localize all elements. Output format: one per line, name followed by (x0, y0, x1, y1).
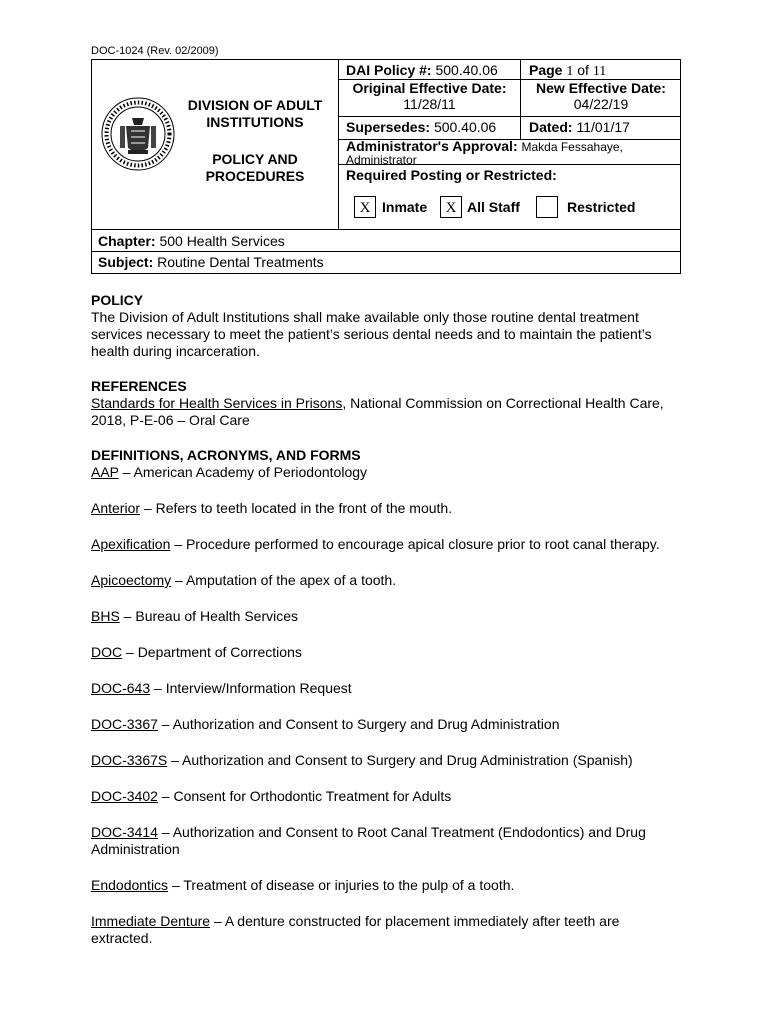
definition-text: – Authorization and Consent to Surgery and Drug Administration (Spanish) (167, 752, 633, 768)
definition-text: – Amputation of the apex of a tooth. (171, 572, 397, 588)
subject: Subject: Routine Dental Treatments (98, 254, 324, 270)
chapter: Chapter: 500 Health Services (98, 233, 285, 249)
definition-item (91, 752, 676, 769)
definition-term: Endodontics (91, 877, 169, 893)
references-heading: REFERENCES (91, 378, 187, 394)
definition-item (91, 680, 676, 697)
definition-item (91, 572, 676, 589)
definitions-heading: DEFINITIONS, ACRONYMS, AND FORMS (91, 447, 361, 463)
definition-term: DOC-3367S (91, 752, 168, 768)
posting-label: Required Posting or Restricted: (346, 167, 557, 183)
restricted-checkbox[interactable] (536, 196, 558, 218)
policy-procedures-title: POLICY AND PROCEDURES (205, 151, 305, 184)
inmate-checkbox[interactable]: X (354, 196, 376, 218)
definition-text: – Procedure performed to encourage apical closure prior to root canal therapy. (170, 536, 660, 552)
definition-term: DOC-3402 (91, 788, 158, 804)
definition-item (91, 877, 676, 894)
all-staff-checkbox[interactable]: X (440, 196, 462, 218)
definition-text: – American Academy of Periodontology (118, 464, 368, 480)
form-code: DOC-1024 (Rev. 02/2009) (91, 45, 219, 57)
policy-header (91, 59, 681, 230)
definition-term: Apexification (91, 536, 171, 552)
definition-item (91, 536, 676, 553)
definition-text: – Authorization and Consent to Surgery and Drug Administration (157, 716, 560, 732)
definition-term: AAP (91, 464, 119, 480)
definition-item (91, 824, 676, 858)
page-number: Page 1 of 11 (529, 62, 607, 79)
definition-term: BHS (91, 608, 120, 624)
supersedes: Supersedes: 500.40.06 (346, 119, 497, 135)
definition-item (91, 788, 676, 805)
definition-term: Apicoectomy (91, 572, 172, 588)
definition-item (91, 464, 676, 481)
references-text: Standards for Health Services in Prisons, National Commission on Correctional Health Care, 2018, P-E-06 – Oral Care (91, 395, 664, 428)
new-effective-date: New Effective Date: 04/22/19 (536, 80, 666, 112)
document-body (91, 292, 691, 966)
definition-term: DOC-3367 (91, 716, 158, 732)
all-staff-label: All Staff (467, 199, 520, 215)
definition-text: – A denture constructed for placement immediately after teeth are extracted. (91, 913, 620, 946)
inmate-label: Inmate (382, 199, 428, 215)
definition-item (91, 608, 676, 625)
chapter-subject-box (91, 230, 681, 274)
state-seal-icon (100, 96, 176, 172)
administrator-approval: Administrator's Approval: Makda Fessahaye, Administrator (346, 138, 623, 167)
definition-item (91, 913, 676, 947)
dated: Dated: 11/01/17 (529, 119, 630, 135)
definition-text: – Refers to teeth located in the front of the mouth. (140, 500, 453, 516)
definition-text: – Interview/Information Request (150, 680, 352, 696)
definition-text: – Authorization and Consent to Root Canal Treatment (Endodontics) and Drug Administration (91, 824, 646, 857)
policy-number: DAI Policy #: 500.40.06 (346, 62, 498, 78)
definition-text: – Consent for Orthodontic Treatment for Adults (157, 788, 452, 804)
org-name: DIVISION OF ADULT INSTITUTIONS (187, 97, 323, 130)
definition-term: DOC-3414 (91, 824, 158, 840)
definition-text: – Treatment of disease or injuries to the pulp of a tooth. (168, 877, 515, 893)
restricted-label: Restricted (567, 199, 636, 215)
definition-term: Anterior (91, 500, 141, 516)
definition-text: – Department of Corrections (122, 644, 302, 660)
definition-term: Immediate Denture (91, 913, 211, 929)
definition-item (91, 644, 676, 661)
policy-heading: POLICY (91, 292, 144, 308)
definition-term: DOC-643 (91, 680, 151, 696)
definition-text: – Bureau of Health Services (119, 608, 299, 624)
original-effective-date: Original Effective Date: 11/28/11 (352, 80, 507, 112)
definition-item (91, 716, 676, 733)
definition-item (91, 500, 676, 517)
definitions-list (91, 464, 691, 947)
policy-text: The Division of Adult Institutions shall make available only those routine dental treatment services necessary to meet the patient’s serious dental needs and to maintain the patient’s health during incarceration. (91, 309, 652, 359)
definition-term: DOC (91, 644, 123, 660)
reference-link[interactable]: Standards for Health Services in Prisons (91, 395, 343, 411)
